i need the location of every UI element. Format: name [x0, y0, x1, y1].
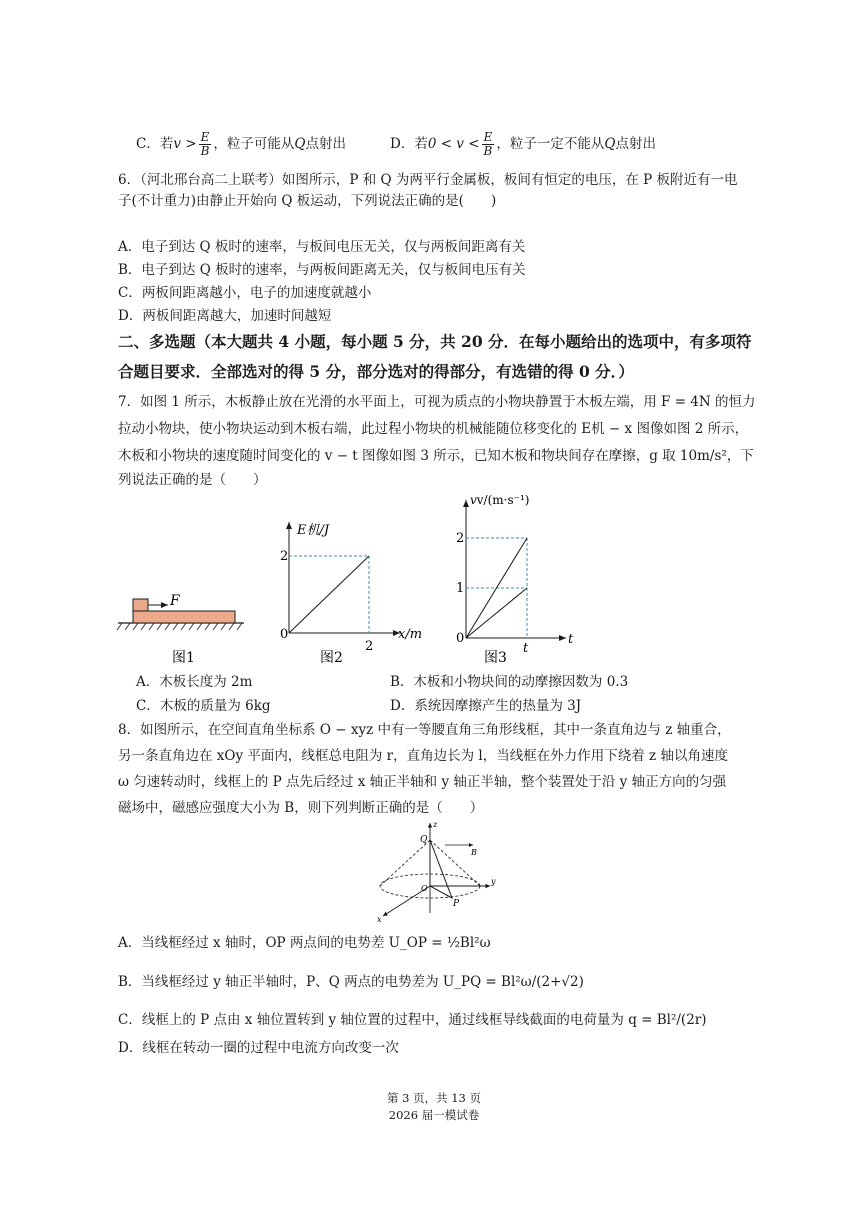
fraction-denominator: B — [200, 144, 210, 158]
fraction-denominator: B — [483, 144, 493, 158]
q8-stem-line1: 8．如图所示，在空间直角坐标系 O − xyz 中有一等腰直角三角形线框，其中一条直角边与 z 轴重合， — [118, 722, 731, 738]
fig3-caption: 图3 — [484, 650, 507, 666]
q8-stem-line4: 磁场中，磁感应强度大小为 B，则下列判断正确的是（ ） — [118, 800, 484, 816]
q7-stem-line4: 列说法正确的是（ ） — [118, 472, 267, 488]
q8-stem-line2: 另一条直角边在 xOy 平面内，线框总电阻为 r，直角边长为 l，当线框在外力作用下绕着 z 轴以角速度 — [118, 748, 728, 764]
q7-figures — [0, 490, 868, 670]
q8-option-b: B．当线框经过 y 轴正半轴时，P、Q 两点的电势差为 U_PQ = Bl²ω/(2+√2) — [118, 974, 584, 990]
q6-stem-line2: 子(不计重力)由静止开始向 Q 板运动，下列说法正确的是( ) — [118, 193, 497, 209]
fraction-numerator: E — [482, 131, 495, 145]
fig-x-label: x — [377, 915, 382, 924]
fig1-caption: 图1 — [172, 650, 195, 666]
q8-stem-line3: ω 匀速转动时，线框上的 P 点先后经过 x 轴正半轴和 y 轴正半轴，整个装置处于沿 y 轴正方向的匀强 — [118, 774, 727, 790]
exam-name: 2026 届一模试卷 — [388, 1108, 480, 1122]
q8-option-c: C．线框上的 P 点由 x 轴位置转到 y 轴位置的过程中，通过线框导线截面的电荷量为 q = Bl²/(2r) — [118, 1012, 707, 1028]
q5-option-d-prefix: D．若 — [390, 136, 428, 152]
q5-option-c — [136, 131, 346, 158]
q5-fraction-e-over-b — [199, 131, 212, 158]
q5-option-d-text: ，粒子一定不能从 — [496, 136, 605, 152]
q6-option-c: C．两板间距离越小，电子的加速度就越小 — [118, 285, 372, 301]
fig3-axes — [466, 500, 566, 638]
cone-edge-right — [430, 840, 480, 886]
fig3-x-tick: t — [523, 641, 529, 656]
q8-figure-3d-frame — [365, 818, 505, 928]
q7-stem-line1: 7．如图 1 所示，木板静止放在光滑的水平面上，可视为质点的小物块静置于木板左端，用 F = 4N 的恒力 — [118, 394, 756, 410]
q5-option-c-q: Q — [294, 136, 306, 152]
fig-b-label: B — [471, 848, 477, 857]
q6-option-d: D．两板间距离越大，加速时间越短 — [118, 308, 332, 324]
q5-fraction-e-over-b-2 — [482, 131, 495, 158]
q7-option-d: D．系统因摩擦产生的热量为 3J — [390, 698, 582, 714]
q8-option-d: D．线框在转动一圈的过程中电流方向改变一次 — [118, 1040, 399, 1056]
q5-option-c-end: 点射出 — [305, 136, 346, 152]
q5-option-d-condition: 0 < v < — [427, 136, 480, 152]
q5-option-c-text: ，粒子可能从 — [213, 136, 295, 152]
q7-option-c: C．木板的质量为 6kg — [136, 698, 271, 714]
q5-option-c-prefix: C．若 — [136, 136, 174, 152]
fig3-y-tick-1: 1 — [456, 581, 465, 596]
page-number: 第 3 页，共 13 页 — [386, 1091, 482, 1105]
fig3-y-label: vv/(m·s⁻¹) — [470, 493, 530, 507]
fig1-force-label: F — [170, 593, 180, 609]
fig3-x-label: t — [568, 632, 574, 647]
q5-option-d-q: Q — [604, 136, 616, 152]
fig-y-label: y — [491, 877, 496, 886]
fig2-y-tick: 2 — [280, 549, 289, 564]
q5-option-d — [390, 131, 656, 158]
fraction-numerator: E — [199, 131, 212, 145]
q6-option-a: A．电子到达 Q 板时的速率，与板间电压无关，仅与两板间距离有关 — [118, 239, 526, 255]
q6-stem-line1: 6．（河北邢台高二上联考）如图所示，P 和 Q 为两平行金属板，板间有恒定的电压，在 P 板附近有一电 — [118, 172, 738, 188]
fig3-origin: 0 — [456, 631, 465, 646]
fig2-y-label: E机/J — [297, 523, 330, 538]
fig-z-label: z — [433, 820, 438, 829]
section2-heading-line2: 合题目要求．全部选对的得 5 分，部分选对的得部分，有选错的得 0 分．） — [118, 362, 634, 381]
fig1-board-block — [117, 599, 244, 630]
fig-p-label: P — [453, 899, 460, 909]
q5-option-d-end: 点射出 — [615, 136, 656, 152]
fig3-y-label-unit: v/(m·s⁻¹) — [476, 493, 530, 507]
fig-q-label: Q — [420, 835, 428, 845]
q7-option-b: B．木板和小物块间的动摩擦因数为 0.3 — [390, 674, 629, 690]
fig-o-label: O — [421, 884, 428, 893]
triangle-frame — [430, 840, 452, 898]
fig2-caption: 图2 — [320, 650, 343, 666]
fig2-x-label: x/m — [398, 627, 423, 642]
q8-option-a: A．当线框经过 x 轴时，OP 两点间的电势差 U_OP = ½Bl²ω — [118, 935, 491, 951]
q6-option-b: B．电子到达 Q 板时的速率，与两板间距离无关，仅与板间电压有关 — [118, 262, 526, 278]
fig2-origin: 0 — [280, 627, 289, 642]
fig3-y-tick-2: 2 — [456, 531, 465, 546]
q7-stem-line3: 木板和小物块的速度随时间变化的 v − t 图像如图 3 所示，已知木板和物块间存在摩擦，g 取 10m/s²，下 — [118, 448, 754, 464]
fig2-x-tick: 2 — [365, 639, 374, 654]
fig2-energy-line — [289, 556, 369, 633]
cone-edge-left — [380, 840, 430, 886]
section2-heading-line1: 二、多选题（本大题共 4 小题，每小题 5 分，共 20 分．在每小题给出的选项中，有多项符 — [118, 332, 752, 351]
fig3-board-velocity-line — [466, 588, 527, 638]
q7-option-a: A．木板长度为 2m — [136, 674, 253, 690]
q7-stem-line2: 拉动小物块，使小物块运动到木板右端，此过程小物块的机械能随位移变化的 E机 − x 图像如图 2 所示， — [118, 421, 749, 437]
q5-option-c-condition: v > — [173, 136, 197, 152]
